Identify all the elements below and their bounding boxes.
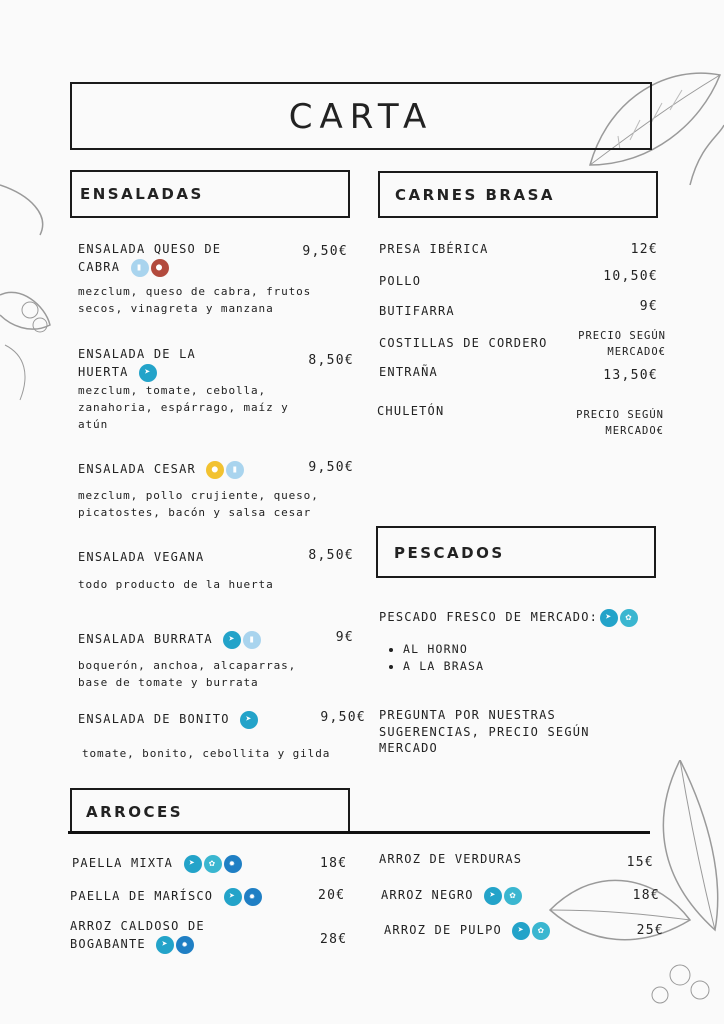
fish-icon: ➤ bbox=[240, 711, 258, 729]
item-name: ARROZ DE PULPO bbox=[384, 923, 502, 937]
list-item bbox=[78, 345, 354, 433]
item-desc: mezclum, pollo crujiente, queso, picatostes, bacón y salsa cesar bbox=[78, 488, 319, 519]
list-item bbox=[78, 630, 354, 691]
item-name: ENSALADA DE LA HUERTA bbox=[78, 347, 196, 379]
fish-icon: ➤ bbox=[184, 855, 202, 873]
egg-icon: ● bbox=[206, 461, 224, 479]
crab-icon: ✹ bbox=[176, 936, 194, 954]
section-ensaladas-label: ENSALADAS bbox=[80, 185, 204, 203]
fish-icon: ➤ bbox=[600, 609, 618, 627]
item-name: ARROZ NEGRO bbox=[381, 888, 474, 902]
section-arroces bbox=[70, 788, 350, 834]
fish-icon: ➤ bbox=[484, 887, 502, 905]
list-item bbox=[78, 548, 354, 593]
arroz-item bbox=[70, 917, 230, 954]
shell-icon: ✿ bbox=[204, 855, 222, 873]
item-price: 28€ bbox=[320, 932, 348, 947]
item-price: 25€ bbox=[636, 923, 664, 938]
item-desc: boquerón, anchoa, alcaparras, base de tomate y burrata bbox=[78, 658, 297, 689]
section-arroces-label: ARROCES bbox=[86, 803, 184, 821]
fish-icon: ➤ bbox=[512, 922, 530, 940]
section-pescados bbox=[376, 526, 656, 578]
milk-icon: ▮ bbox=[226, 461, 244, 479]
item-price: 10,50€ bbox=[603, 269, 658, 284]
item-name: ENTRAÑA bbox=[379, 365, 438, 379]
item-name: ENSALADA QUESO DE CABRA bbox=[78, 242, 222, 274]
list-item bbox=[78, 460, 354, 521]
pescado-fresco-label: PESCADO FRESCO DE MERCADO: bbox=[379, 610, 599, 624]
item-name: ENSALADA BURRATA bbox=[78, 632, 213, 646]
fish-icon: ➤ bbox=[224, 888, 242, 906]
item-name: POLLO bbox=[379, 274, 422, 288]
section-ensaladas bbox=[70, 170, 350, 218]
item-name: PRESA IBÉRICA bbox=[379, 242, 489, 256]
item-name: ENSALADA DE BONITO bbox=[78, 712, 230, 726]
list-item: • A LA BRASA bbox=[403, 658, 484, 675]
pescado-options bbox=[385, 641, 484, 675]
item-name: ARROZ DE VERDURAS bbox=[379, 852, 523, 866]
item-price: 9,50€ bbox=[302, 244, 348, 259]
item-desc: mezclum, queso de cabra, frutos secos, vinagreta y manzana bbox=[78, 284, 312, 315]
item-desc: mezclum, tomate, cebolla, zanahoria, espárrago, maíz y atún bbox=[78, 383, 289, 431]
item-price: 13,50€ bbox=[603, 368, 658, 383]
fish-icon: ➤ bbox=[223, 631, 241, 649]
leaf-decoration-left bbox=[0, 175, 70, 405]
list-item bbox=[78, 710, 366, 762]
item-name: ENSALADA VEGANA bbox=[78, 550, 205, 564]
arroz-item bbox=[384, 921, 550, 940]
item-name: BUTIFARRA bbox=[379, 304, 455, 318]
item-price: 9€ bbox=[639, 299, 658, 314]
shell-icon: ✿ bbox=[532, 922, 550, 940]
section-carnes bbox=[378, 171, 658, 218]
item-price: PRECIO SEGÚN MERCADO€ bbox=[578, 330, 666, 358]
item-name: ENSALADA CESAR bbox=[78, 462, 196, 476]
section-carnes-label: CARNES BRASA bbox=[395, 186, 555, 204]
arroz-item bbox=[72, 854, 242, 873]
item-price: 8,50€ bbox=[308, 548, 354, 563]
divider-line bbox=[68, 831, 650, 834]
item-price: 18€ bbox=[320, 856, 348, 871]
item-price: 8,50€ bbox=[308, 353, 354, 368]
page-title: CARTA bbox=[70, 82, 652, 150]
item-price: PRECIO SEGÚN MERCADO€ bbox=[576, 409, 664, 437]
milk-icon: ▮ bbox=[243, 631, 261, 649]
item-price: 9,50€ bbox=[320, 710, 366, 725]
crab-icon: ✹ bbox=[224, 855, 242, 873]
shell-icon: ✿ bbox=[504, 887, 522, 905]
item-price: 18€ bbox=[632, 888, 660, 903]
fish-icon: ➤ bbox=[139, 364, 157, 382]
item-price: 9,50€ bbox=[308, 460, 354, 475]
arroz-item bbox=[70, 887, 262, 906]
item-desc: tomate, bonito, cebollita y gilda bbox=[82, 746, 331, 760]
shell-icon: ✿ bbox=[620, 609, 638, 627]
fish-icon: ➤ bbox=[156, 936, 174, 954]
item-name: CHULETÓN bbox=[377, 404, 445, 418]
crab-icon: ✹ bbox=[244, 888, 262, 906]
list-item bbox=[78, 240, 348, 317]
sugerencias-text: PREGUNTA POR NUESTRAS SUGERENCIAS, PRECIO SEGÚN MERCADO bbox=[379, 708, 590, 755]
nut-icon: ● bbox=[151, 259, 169, 277]
section-pescados-label: PESCADOS bbox=[394, 544, 505, 562]
item-name: ARROZ CALDOSO DE BOGABANTE bbox=[70, 919, 205, 951]
list-item: • AL HORNO bbox=[403, 641, 484, 658]
item-name: PAELLA DE MARÍSCO bbox=[70, 889, 214, 903]
item-price: 15€ bbox=[626, 855, 654, 870]
arroz-item bbox=[381, 886, 522, 905]
item-name: COSTILLAS DE CORDERO bbox=[379, 336, 548, 350]
item-price: 9€ bbox=[335, 630, 354, 645]
milk-icon: ▮ bbox=[131, 259, 149, 277]
item-price: 20€ bbox=[318, 888, 346, 903]
item-price: 12€ bbox=[630, 242, 658, 257]
pescado-fresco bbox=[379, 608, 638, 627]
item-name: PAELLA MIXTA bbox=[72, 856, 174, 870]
item-desc: todo producto de la huerta bbox=[78, 578, 274, 591]
